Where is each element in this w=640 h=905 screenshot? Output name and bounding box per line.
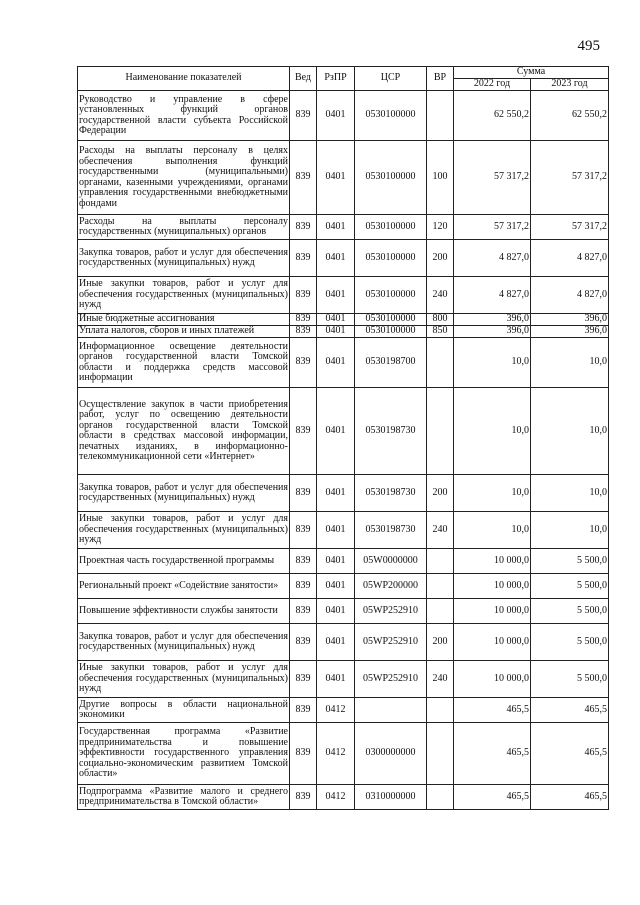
row-csr: 05WP252910	[355, 661, 427, 698]
row-rzpr: 0401	[317, 599, 355, 624]
row-vr: 240	[427, 512, 454, 549]
row-sum-2022: 57 317,2	[454, 215, 531, 240]
row-sum-2023: 4 827,0	[531, 240, 609, 277]
table-row	[78, 475, 609, 512]
table-row	[78, 277, 609, 314]
row-rzpr: 0401	[317, 574, 355, 599]
row-sum-2022: 10 000,0	[454, 599, 531, 624]
row-vr	[427, 388, 454, 475]
row-vr	[427, 599, 454, 624]
row-csr: 0310000000	[355, 785, 427, 810]
row-name: Руководство и управление в сфере установленных функций органов государственной власти субъекта Российской Федерации	[78, 91, 290, 141]
row-vr	[427, 549, 454, 574]
row-rzpr: 0401	[317, 326, 355, 338]
row-rzpr: 0401	[317, 512, 355, 549]
row-rzpr: 0401	[317, 277, 355, 314]
row-ved: 839	[290, 624, 317, 661]
page-number: 495	[577, 38, 600, 54]
table-row	[78, 141, 609, 215]
row-rzpr: 0401	[317, 661, 355, 698]
table-row	[78, 785, 609, 810]
row-name: Подпрограмма «Развитие малого и среднего предпринимательства в Томской области»	[78, 785, 290, 810]
row-sum-2023: 396,0	[531, 326, 609, 338]
row-rzpr: 0401	[317, 624, 355, 661]
row-name: Иные закупки товаров, работ и услуг для обеспечения государственных (муниципальных) нужд	[78, 661, 290, 698]
row-sum-2023: 57 317,2	[531, 215, 609, 240]
row-ved: 839	[290, 574, 317, 599]
row-vr	[427, 338, 454, 388]
row-csr: 0530198730	[355, 388, 427, 475]
row-vr: 200	[427, 240, 454, 277]
row-vr: 100	[427, 141, 454, 215]
row-csr: 05WP252910	[355, 599, 427, 624]
row-csr	[355, 698, 427, 723]
row-csr: 0530100000	[355, 215, 427, 240]
row-rzpr: 0401	[317, 388, 355, 475]
table-row	[78, 599, 609, 624]
row-csr: 0300000000	[355, 723, 427, 785]
row-sum-2023: 10,0	[531, 475, 609, 512]
row-rzpr: 0412	[317, 723, 355, 785]
row-vr	[427, 91, 454, 141]
row-name: Проектная часть государственной программы	[78, 549, 290, 574]
header-year-2023: 2023 год	[531, 79, 609, 91]
row-ved: 839	[290, 475, 317, 512]
row-rzpr: 0401	[317, 338, 355, 388]
table-row	[78, 512, 609, 549]
row-csr: 0530100000	[355, 326, 427, 338]
row-ved: 839	[290, 141, 317, 215]
table-row	[78, 624, 609, 661]
row-vr	[427, 785, 454, 810]
row-ved: 839	[290, 240, 317, 277]
row-rzpr: 0412	[317, 698, 355, 723]
row-rzpr: 0401	[317, 91, 355, 141]
row-name: Иные бюджетные ассигнования	[78, 314, 290, 326]
row-csr: 0530100000	[355, 141, 427, 215]
row-ved: 839	[290, 785, 317, 810]
row-sum-2023: 396,0	[531, 314, 609, 326]
row-vr: 240	[427, 661, 454, 698]
row-sum-2022: 10 000,0	[454, 624, 531, 661]
row-sum-2022: 10,0	[454, 475, 531, 512]
row-vr	[427, 574, 454, 599]
row-ved: 839	[290, 277, 317, 314]
row-sum-2023: 10,0	[531, 388, 609, 475]
row-csr: 05W0000000	[355, 549, 427, 574]
header-name: Наименование показателей	[78, 67, 290, 91]
row-vr: 240	[427, 277, 454, 314]
header-csr: ЦСР	[355, 67, 427, 91]
row-vr: 850	[427, 326, 454, 338]
row-ved: 839	[290, 661, 317, 698]
row-sum-2022: 10 000,0	[454, 574, 531, 599]
row-ved: 839	[290, 326, 317, 338]
table-row	[78, 698, 609, 723]
row-sum-2023: 5 500,0	[531, 549, 609, 574]
table-row	[78, 240, 609, 277]
table-row	[78, 723, 609, 785]
row-csr: 0530198700	[355, 338, 427, 388]
header-rzpr: РзПР	[317, 67, 355, 91]
row-vr: 200	[427, 624, 454, 661]
budget-table	[77, 66, 609, 810]
row-sum-2022: 10 000,0	[454, 661, 531, 698]
row-csr: 0530100000	[355, 314, 427, 326]
row-sum-2022: 396,0	[454, 314, 531, 326]
header-sum: Сумма	[454, 67, 609, 79]
row-name: Иные закупки товаров, работ и услуг для обеспечения государственных (муниципальных) нужд	[78, 512, 290, 549]
row-name: Региональный проект «Содействие занятости»	[78, 574, 290, 599]
row-csr: 0530100000	[355, 240, 427, 277]
row-rzpr: 0401	[317, 240, 355, 277]
row-rzpr: 0401	[317, 475, 355, 512]
row-ved: 839	[290, 723, 317, 785]
table-row	[78, 661, 609, 698]
row-sum-2022: 465,5	[454, 723, 531, 785]
row-name: Осуществление закупок в части приобретения работ, услуг по освещению деятельности органов государственной власти Томской области в средствах массовой информации, печатных изданиях, в информационно-телекоммуникационной сети «Интернет»	[78, 388, 290, 475]
row-rzpr: 0401	[317, 314, 355, 326]
row-sum-2022: 10,0	[454, 338, 531, 388]
header-ved: Вед	[290, 67, 317, 91]
table-row	[78, 388, 609, 475]
table-row	[78, 574, 609, 599]
row-csr: 0530198730	[355, 475, 427, 512]
table-header-row	[78, 67, 609, 79]
row-rzpr: 0412	[317, 785, 355, 810]
row-vr: 120	[427, 215, 454, 240]
row-sum-2023: 62 550,2	[531, 91, 609, 141]
row-sum-2022: 57 317,2	[454, 141, 531, 215]
row-ved: 839	[290, 549, 317, 574]
row-csr: 05WP252910	[355, 624, 427, 661]
row-vr: 800	[427, 314, 454, 326]
header-vr: ВР	[427, 67, 454, 91]
row-csr: 05WP200000	[355, 574, 427, 599]
table-row	[78, 314, 609, 326]
row-csr: 0530100000	[355, 91, 427, 141]
row-name: Другие вопросы в области национальной экономики	[78, 698, 290, 723]
row-name: Повышение эффективности службы занятости	[78, 599, 290, 624]
row-sum-2022: 4 827,0	[454, 277, 531, 314]
row-csr: 0530100000	[355, 277, 427, 314]
row-sum-2023: 10,0	[531, 338, 609, 388]
row-name: Закупка товаров, работ и услуг для обеспечения государственных (муниципальных) нужд	[78, 624, 290, 661]
row-sum-2023: 465,5	[531, 785, 609, 810]
row-ved: 839	[290, 599, 317, 624]
table-row	[78, 91, 609, 141]
row-name: Расходы на выплаты персоналу государственных (муниципальных) органов	[78, 215, 290, 240]
table-row	[78, 338, 609, 388]
row-name: Расходы на выплаты персоналу в целях обеспечения выполнения функций государственными (муниципальными) органами, казенными учреждениями, органами управления государственными внебюджетными фондами	[78, 141, 290, 215]
row-name: Информационное освещение деятельности органов государственной власти Томской области и поддержка средств массовой информации	[78, 338, 290, 388]
row-sum-2023: 57 317,2	[531, 141, 609, 215]
row-sum-2023: 5 500,0	[531, 599, 609, 624]
row-ved: 839	[290, 512, 317, 549]
row-ved: 839	[290, 388, 317, 475]
row-sum-2022: 10,0	[454, 512, 531, 549]
row-ved: 839	[290, 314, 317, 326]
row-sum-2023: 5 500,0	[531, 661, 609, 698]
row-sum-2022: 396,0	[454, 326, 531, 338]
row-name: Государственная программа «Развитие предпринимательства и повышение эффективности государственного управления социально-экономическим развитием Томской области»	[78, 723, 290, 785]
row-ved: 839	[290, 215, 317, 240]
row-name: Закупка товаров, работ и услуг для обеспечения государственных (муниципальных) нужд	[78, 475, 290, 512]
header-year-2022: 2022 год	[454, 79, 531, 91]
row-rzpr: 0401	[317, 215, 355, 240]
row-sum-2022: 62 550,2	[454, 91, 531, 141]
table-row	[78, 215, 609, 240]
row-vr	[427, 723, 454, 785]
row-vr	[427, 698, 454, 723]
row-sum-2023: 5 500,0	[531, 574, 609, 599]
row-name: Уплата налогов, сборов и иных платежей	[78, 326, 290, 338]
row-ved: 839	[290, 338, 317, 388]
row-rzpr: 0401	[317, 549, 355, 574]
row-ved: 839	[290, 91, 317, 141]
row-sum-2023: 10,0	[531, 512, 609, 549]
row-sum-2022: 465,5	[454, 785, 531, 810]
row-sum-2023: 5 500,0	[531, 624, 609, 661]
row-sum-2022: 4 827,0	[454, 240, 531, 277]
row-rzpr: 0401	[317, 141, 355, 215]
row-name: Иные закупки товаров, работ и услуг для обеспечения государственных (муниципальных) нужд	[78, 277, 290, 314]
row-vr: 200	[427, 475, 454, 512]
row-sum-2022: 10,0	[454, 388, 531, 475]
row-name: Закупка товаров, работ и услуг для обеспечения государственных (муниципальных) нужд	[78, 240, 290, 277]
table-row	[78, 326, 609, 338]
row-csr: 0530198730	[355, 512, 427, 549]
row-sum-2022: 10 000,0	[454, 549, 531, 574]
row-sum-2023: 465,5	[531, 698, 609, 723]
row-sum-2023: 4 827,0	[531, 277, 609, 314]
table-row	[78, 549, 609, 574]
row-sum-2023: 465,5	[531, 723, 609, 785]
row-ved: 839	[290, 698, 317, 723]
row-sum-2022: 465,5	[454, 698, 531, 723]
